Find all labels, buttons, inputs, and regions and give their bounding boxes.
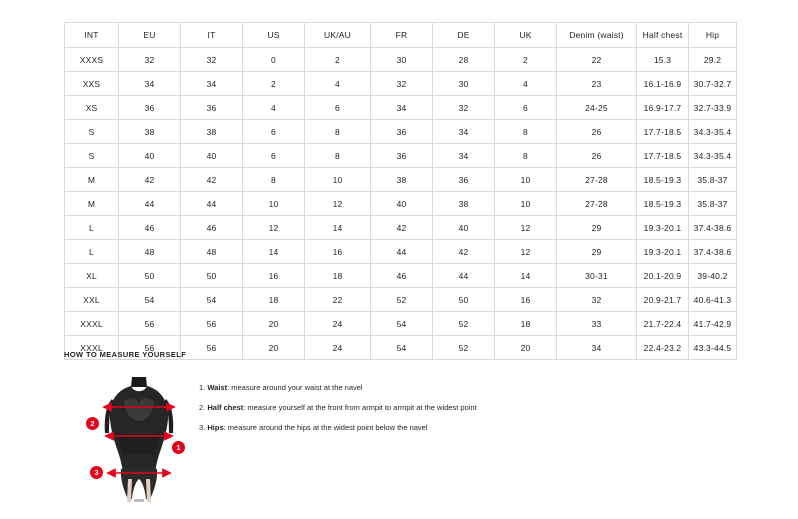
cell-hip: 37.4-38.6 <box>689 240 737 264</box>
cell-int: M <box>65 192 119 216</box>
cell-eu: 54 <box>119 288 181 312</box>
cell-denim: 26 <box>557 144 637 168</box>
cell-eu: 34 <box>119 72 181 96</box>
cell-eu: 48 <box>119 240 181 264</box>
cell-de: 44 <box>433 264 495 288</box>
table-header-row <box>65 23 737 48</box>
cell-denim: 30-31 <box>557 264 637 288</box>
cell-fr: 30 <box>371 48 433 72</box>
table-body <box>65 48 737 360</box>
cell-ukau: 24 <box>305 336 371 360</box>
cell-us: 20 <box>243 312 305 336</box>
cell-fr: 36 <box>371 144 433 168</box>
cell-fr: 54 <box>371 336 433 360</box>
cell-uk: 8 <box>495 120 557 144</box>
table-row <box>65 72 737 96</box>
cell-uk: 12 <box>495 216 557 240</box>
cell-fr: 46 <box>371 264 433 288</box>
cell-ukau: 14 <box>305 216 371 240</box>
cell-us: 10 <box>243 192 305 216</box>
cell-fr: 32 <box>371 72 433 96</box>
cell-hip: 30.7-32.7 <box>689 72 737 96</box>
cell-fr: 42 <box>371 216 433 240</box>
cell-hip: 32.7-33.9 <box>689 96 737 120</box>
cell-fr: 52 <box>371 288 433 312</box>
cell-fr: 36 <box>371 120 433 144</box>
cell-us: 16 <box>243 264 305 288</box>
marker-2-half-chest: 2 <box>86 417 99 430</box>
cell-it: 34 <box>181 72 243 96</box>
cell-fr: 34 <box>371 96 433 120</box>
cell-it: 38 <box>181 120 243 144</box>
column-header-int: INT <box>65 23 119 48</box>
cell-denim: 26 <box>557 120 637 144</box>
cell-de: 30 <box>433 72 495 96</box>
cell-it: 32 <box>181 48 243 72</box>
cell-half-chest: 18.5-19.3 <box>637 168 689 192</box>
cell-uk: 18 <box>495 312 557 336</box>
cell-eu: 56 <box>119 312 181 336</box>
cell-int: XS <box>65 96 119 120</box>
cell-uk: 16 <box>495 288 557 312</box>
cell-hip: 34.3-35.4 <box>689 120 737 144</box>
cell-de: 38 <box>433 192 495 216</box>
table-row <box>65 216 737 240</box>
cell-int: XXXL <box>65 312 119 336</box>
how-to-measure-section <box>64 350 734 506</box>
cell-eu: 44 <box>119 192 181 216</box>
note-text-hips: : measure around the hips at the widest point below the navel <box>223 423 428 432</box>
cell-us: 8 <box>243 168 305 192</box>
cell-half-chest: 21.7-22.4 <box>637 312 689 336</box>
cell-half-chest: 19.3-20.1 <box>637 240 689 264</box>
cell-uk: 10 <box>495 168 557 192</box>
cell-de: 42 <box>433 240 495 264</box>
cell-uk: 4 <box>495 72 557 96</box>
how-to-measure-body <box>64 371 734 506</box>
cell-int: L <box>65 240 119 264</box>
column-header-us: US <box>243 23 305 48</box>
cell-uk: 2 <box>495 48 557 72</box>
cell-hip: 43.3-44.5 <box>689 336 737 360</box>
table-row <box>65 192 737 216</box>
cell-half-chest: 20.9-21.7 <box>637 288 689 312</box>
measure-note-waist <box>199 383 477 392</box>
cell-uk: 12 <box>495 240 557 264</box>
cell-hip: 37.4-38.6 <box>689 216 737 240</box>
cell-us: 20 <box>243 336 305 360</box>
cell-eu: 40 <box>119 144 181 168</box>
column-header-de: DE <box>433 23 495 48</box>
cell-half-chest: 16.9-17.7 <box>637 96 689 120</box>
cell-denim: 22 <box>557 48 637 72</box>
cell-half-chest: 19.3-20.1 <box>637 216 689 240</box>
size-chart-table-wrapper <box>64 22 734 360</box>
cell-it: 46 <box>181 216 243 240</box>
measure-notes <box>189 371 477 443</box>
table-header <box>65 23 737 48</box>
cell-uk: 6 <box>495 96 557 120</box>
cell-it: 56 <box>181 312 243 336</box>
cell-eu: 56 <box>119 336 181 360</box>
column-header-uk: UK <box>495 23 557 48</box>
table-row <box>65 264 737 288</box>
marker-3-hips: 3 <box>90 466 103 479</box>
cell-de: 28 <box>433 48 495 72</box>
column-header-hip: Hip <box>689 23 737 48</box>
cell-hip: 34.3-35.4 <box>689 144 737 168</box>
cell-eu: 50 <box>119 264 181 288</box>
cell-denim: 24-25 <box>557 96 637 120</box>
cell-ukau: 8 <box>305 120 371 144</box>
note-term-half-chest: Half chest <box>207 403 244 412</box>
cell-de: 34 <box>433 120 495 144</box>
size-chart-table <box>64 22 737 360</box>
column-header-ukau: UK/AU <box>305 23 371 48</box>
cell-it: 36 <box>181 96 243 120</box>
cell-fr: 44 <box>371 240 433 264</box>
cell-de: 36 <box>433 168 495 192</box>
cell-de: 50 <box>433 288 495 312</box>
cell-de: 32 <box>433 96 495 120</box>
cell-us: 2 <box>243 72 305 96</box>
table-row <box>65 96 737 120</box>
cell-ukau: 22 <box>305 288 371 312</box>
cell-us: 18 <box>243 288 305 312</box>
how-to-measure-title: HOW TO MEASURE YOURSELF <box>64 350 187 359</box>
cell-denim: 32 <box>557 288 637 312</box>
cell-eu: 46 <box>119 216 181 240</box>
table-row <box>65 312 737 336</box>
cell-hip: 40.6-41.3 <box>689 288 737 312</box>
cell-int: XXL <box>65 288 119 312</box>
cell-us: 6 <box>243 120 305 144</box>
cell-int: XXXS <box>65 48 119 72</box>
cell-ukau: 8 <box>305 144 371 168</box>
cell-uk: 8 <box>495 144 557 168</box>
cell-ukau: 6 <box>305 96 371 120</box>
cell-fr: 40 <box>371 192 433 216</box>
note-number-3: 3. <box>199 423 206 432</box>
column-header-half-chest: Half chest <box>637 23 689 48</box>
cell-denim: 33 <box>557 312 637 336</box>
cell-us: 12 <box>243 216 305 240</box>
cell-fr: 54 <box>371 312 433 336</box>
cell-ukau: 2 <box>305 48 371 72</box>
note-text-waist: : measure around your waist at the navel <box>227 383 363 392</box>
cell-it: 44 <box>181 192 243 216</box>
table-row <box>65 288 737 312</box>
cell-denim: 29 <box>557 216 637 240</box>
cell-it: 50 <box>181 264 243 288</box>
cell-eu: 38 <box>119 120 181 144</box>
cell-ukau: 12 <box>305 192 371 216</box>
cell-half-chest: 15.3 <box>637 48 689 72</box>
cell-int: M <box>65 168 119 192</box>
cell-it: 48 <box>181 240 243 264</box>
cell-eu: 32 <box>119 48 181 72</box>
cell-hip: 35.8-37 <box>689 192 737 216</box>
cell-de: 40 <box>433 216 495 240</box>
cell-uk: 20 <box>495 336 557 360</box>
cell-half-chest: 17.7-18.5 <box>637 120 689 144</box>
column-header-fr: FR <box>371 23 433 48</box>
cell-half-chest: 22.4-23.2 <box>637 336 689 360</box>
cell-de: 52 <box>433 336 495 360</box>
cell-half-chest: 20.1-20.9 <box>637 264 689 288</box>
cell-hip: 41.7-42.9 <box>689 312 737 336</box>
cell-fr: 38 <box>371 168 433 192</box>
cell-int: S <box>65 120 119 144</box>
column-header-denim: Denim (waist) <box>557 23 637 48</box>
cell-eu: 36 <box>119 96 181 120</box>
column-header-eu: EU <box>119 23 181 48</box>
table-row <box>65 168 737 192</box>
cell-int: XXXL <box>65 336 119 360</box>
cell-int: XXS <box>65 72 119 96</box>
marker-1-waist: 1 <box>172 441 185 454</box>
cell-it: 54 <box>181 288 243 312</box>
cell-it: 56 <box>181 336 243 360</box>
cell-us: 0 <box>243 48 305 72</box>
cell-us: 6 <box>243 144 305 168</box>
measure-note-half-chest <box>199 403 477 412</box>
cell-ukau: 4 <box>305 72 371 96</box>
cell-uk: 14 <box>495 264 557 288</box>
cell-it: 40 <box>181 144 243 168</box>
cell-us: 14 <box>243 240 305 264</box>
cell-denim: 23 <box>557 72 637 96</box>
cell-hip: 35.8-37 <box>689 168 737 192</box>
cell-us: 4 <box>243 96 305 120</box>
note-term-hips: Hips <box>207 423 224 432</box>
cell-hip: 39-40.2 <box>689 264 737 288</box>
cell-int: XL <box>65 264 119 288</box>
cell-de: 34 <box>433 144 495 168</box>
cell-denim: 29 <box>557 240 637 264</box>
column-header-it: IT <box>181 23 243 48</box>
table-row <box>65 48 737 72</box>
table-row <box>65 144 737 168</box>
mannequin-figure-container <box>64 371 189 506</box>
cell-denim: 34 <box>557 336 637 360</box>
cell-half-chest: 16.1-16.9 <box>637 72 689 96</box>
cell-denim: 27-28 <box>557 192 637 216</box>
table-row <box>65 240 737 264</box>
cell-int: L <box>65 216 119 240</box>
note-number-2: 2. <box>199 403 206 412</box>
cell-half-chest: 18.5-19.3 <box>637 192 689 216</box>
cell-eu: 42 <box>119 168 181 192</box>
cell-ukau: 24 <box>305 312 371 336</box>
cell-it: 42 <box>181 168 243 192</box>
cell-hip: 29.2 <box>689 48 737 72</box>
cell-de: 52 <box>433 312 495 336</box>
cell-denim: 27-28 <box>557 168 637 192</box>
cell-ukau: 16 <box>305 240 371 264</box>
mannequin-illustration-icon <box>94 375 184 503</box>
cell-ukau: 10 <box>305 168 371 192</box>
cell-half-chest: 17.7-18.5 <box>637 144 689 168</box>
note-term-waist: Waist <box>207 383 228 392</box>
cell-uk: 10 <box>495 192 557 216</box>
table-row <box>65 120 737 144</box>
note-number-1: 1. <box>199 383 206 392</box>
cell-int: S <box>65 144 119 168</box>
measure-note-hips <box>199 423 477 432</box>
note-text-half-chest: : measure yourself at the front from armpit to armpit at the widest point <box>243 403 477 412</box>
cell-ukau: 18 <box>305 264 371 288</box>
